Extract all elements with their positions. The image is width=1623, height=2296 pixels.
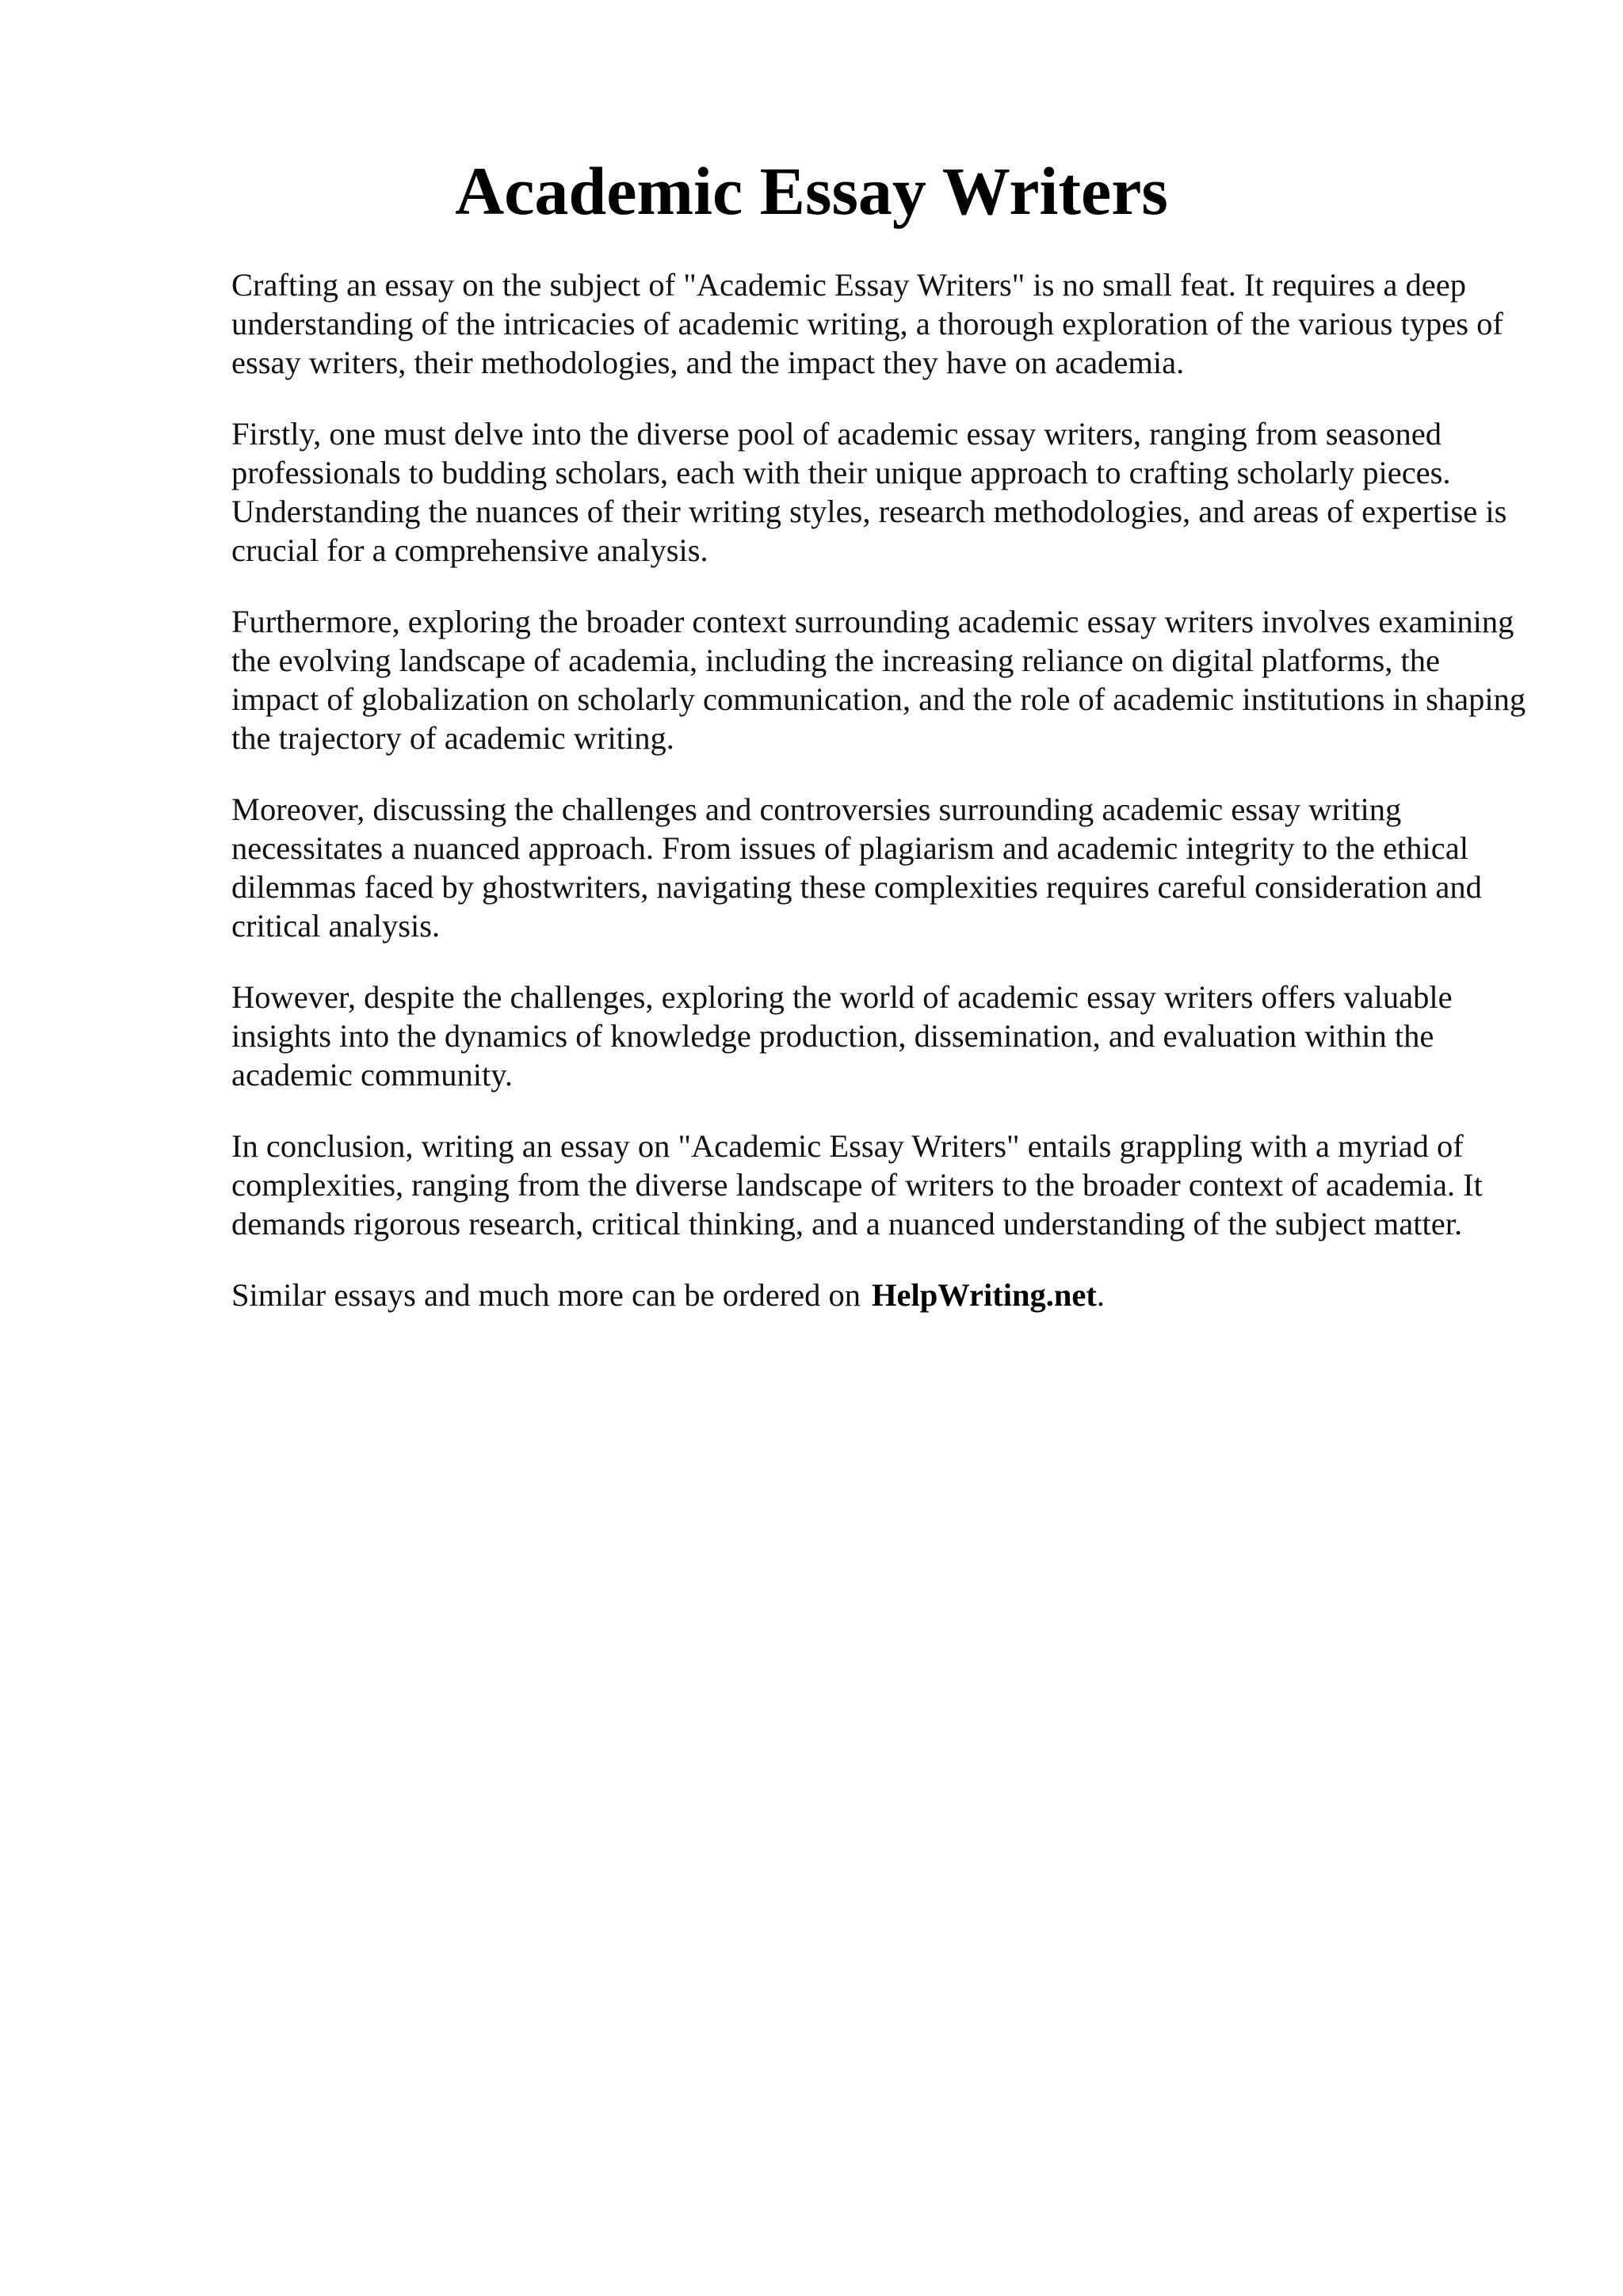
paragraph-broader-context: Furthermore, exploring the broader context surrounding academic essay writers involves examining the evolving landscape of academia, including the increasing reliance on digital platforms, the impact of globalization on scholarly communication, and the role of academic institutions in shaping the trajectory of academic writing. [231, 604, 1526, 756]
paragraph-writers-pool: Firstly, one must delve into the diverse pool of academic essay writers, ranging from seasoned professionals to budding scholars, each with their unique approach to crafting scholarly pieces. Understanding the nuances of their writing styles, research methodologies, and areas of expertise is crucial for a comprehensive analysis. [231, 416, 1507, 568]
closing-line [231, 1276, 1531, 1314]
helpwriting-link[interactable]: HelpWriting.net [872, 1277, 1097, 1313]
paragraph-insights: However, despite the challenges, exploring the world of academic essay writers offers valuable insights into the dynamics of knowledge production, dissemination, and evaluation within the academic community. [231, 979, 1453, 1093]
paragraph-intro: Crafting an essay on the subject of "Academic Essay Writers" is no small feat. It requires a deep understanding of the intricacies of academic writing, a thorough exploration of the various types of essay writers, their methodologies, and the impact they have on academia. [231, 267, 1503, 380]
paragraph-conclusion: In conclusion, writing an essay on "Academic Essay Writers" entails grappling with a myriad of complexities, ranging from the diverse landscape of writers to the broader context of academia. It demands rigorous research, critical thinking, and a nuanced understanding of the subject matter. [231, 1128, 1483, 1241]
document-body [231, 265, 1531, 1314]
closing-suffix: . [1096, 1277, 1106, 1313]
closing-text: Similar essays and much more can be ordered on [231, 1277, 861, 1313]
document-title: Academic Essay Writers [455, 153, 1168, 229]
paragraph-challenges: Moreover, discussing the challenges and controversies surrounding academic essay writing necessitates a nuanced approach. From issues of plagiarism and academic integrity to the ethical dilemmas faced by ghostwriters, navigating these complexities requires careful consideration and critical analysis. [231, 791, 1482, 944]
